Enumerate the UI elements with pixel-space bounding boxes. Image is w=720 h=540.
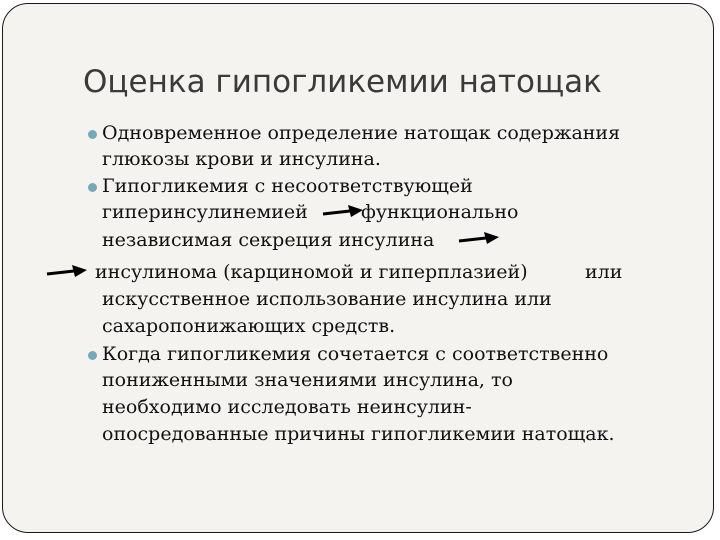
bullet-3-line-2: пониженными значениями инсулина, то	[102, 369, 513, 391]
bullet-dot-icon	[88, 130, 97, 139]
bullet-2-line-3: независимая секреция инсулина	[102, 229, 435, 251]
bullet-2-line-1: Гипогликемия с несоответствующей	[102, 175, 473, 197]
bullet-3-line-1: Когда гипогликемия сочетается с соответственно	[102, 343, 609, 365]
bullet-2-line-5: искусственное использование инсулина или	[102, 288, 552, 310]
bullet-2-line-2a: гиперинсулинемией	[102, 201, 308, 223]
bullet-dot-icon	[88, 351, 97, 360]
bullet-2-line-4a: инсулинома (карциномой и гиперплазией)	[95, 261, 528, 283]
slide-title: Оценка гипогликемии натощак	[83, 64, 602, 100]
bullet-dot-icon	[88, 183, 97, 192]
bullet-2-line-4b: или	[585, 261, 623, 283]
bullet-1-line-1: Одновременное определение натощак содержания	[102, 122, 621, 144]
right-arrow-icon	[458, 231, 500, 247]
bullet-1-line-2: глюкозы крови и инсулина.	[102, 148, 381, 170]
bullet-3-line-4: опосредованные причины гипогликемии натощак.	[102, 423, 615, 445]
right-arrow-icon	[322, 204, 364, 220]
right-arrow-icon	[46, 264, 88, 280]
bullet-2-line-6: сахаропонижающих средств.	[102, 315, 396, 337]
bullet-3-line-3: необходимо исследовать неинсулин-	[102, 396, 472, 418]
bullet-2-line-2b: функционально	[361, 201, 519, 223]
